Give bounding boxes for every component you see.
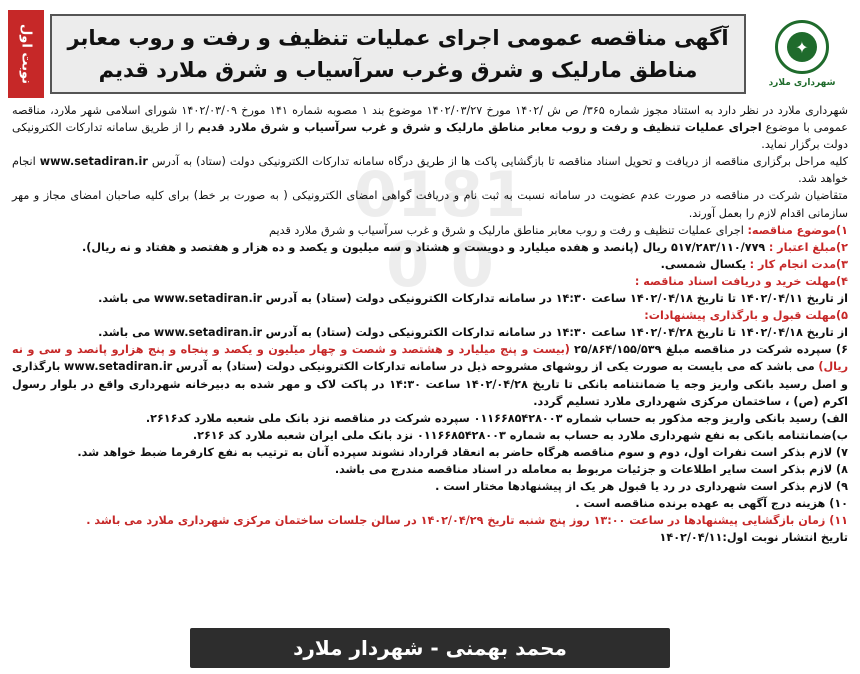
item-11: ۱۱) زمان بازگشایی پیشنهادها در ساعت ۱۳:۰۰ روز پنج شنبه تاریخ ۱۴۰۲/۰۴/۲۹ در سالن جلسات ساختمان مرکزی شهرداری ملارد می باشد .	[86, 514, 848, 528]
item-2: ۲)مبلغ اعتبار : ۵۱۷/۲۸۳/۱۱۰/۷۷۹ ریال (پانصد و هفده میلیارد و دویست و هشتاد و سه میلیون و یکصد و ده هزار و هفتصد و هفتاد و نه ریال).	[81, 240, 848, 254]
item-4: از تاریخ ۱۴۰۲/۰۴/۱۱ تا تاریخ ۱۴۰۲/۰۴/۱۸ ساعت ۱۴:۳۰ در سامانه تدارکات الکترونیکی دولت (ستاد) به آدرس www.setadiran.ir می باشد.	[98, 292, 848, 306]
setad-link[interactable]: www.setadiran.ir	[64, 360, 173, 374]
title-box	[50, 14, 746, 94]
title-line-2: مناطق مارلیک و شرق وغرب سرآسیاب و شرق ملارد قدیم	[98, 58, 698, 82]
item-10: ۱۰) هزینه درج آگهی به عهده برنده مناقصه است .	[575, 497, 848, 511]
signature-bar: محمد بهمنی - شهردار ملارد	[190, 628, 670, 668]
item-7: ۷) لازم بذکر است نفرات اول، دوم و سوم مناقصه هرگاه حاضر به انعقاد قرارداد نشوند سپرده آنان به ترتیب به نفع کارفرما ضبط خواهد شد.	[77, 445, 848, 459]
logo-label: شهرداری ملارد	[768, 78, 836, 88]
item-6: ۶) سپرده شرکت در مناقصه مبلغ ۲۵/۸۶۴/۱۵۵/۵۳۹ (بیست و پنج میلیارد و هشتصد و شصت و چهار میلیون و یکصد و پنجاه و پنج هزارو پانصد و سی و نه ریال) می باشد که می بایست به صورت یکی از روشهای مشروحه ذیل در سامانه تدارکات الکترونیکی دولت (ستاد) به آدرس www.setadiran.ir بارگذاری و اصل رسید بانکی واریز وجه یا ضمانتنامه بانکی تا تاریخ ۱۴۰۲/۰۴/۲۸ ساعت ۱۴:۳۰ در پاکت لاک و مهر شده به دبیرخانه شهرداری واقع در بلوار رسول اکرم (ص) ، ساختمان مرکزی شهرداری ملارد تسلیم گردد.	[12, 343, 849, 408]
notice-body	[12, 102, 848, 546]
item-4-label: ۴)مهلت خرید و دریافت اسناد مناقصه :	[634, 274, 848, 288]
municipality-emblem-icon: ✦	[775, 20, 829, 74]
publish-date: تاریخ انتشار نوبت اول:۱۴۰۲/۰۴/۱۱	[659, 531, 848, 545]
intro-paragraph-2: کلیه مراحل برگزاری مناقصه از دریافت و تحویل اسناد مناقصه تا بازگشایی پاکت ها از طریق درگاه سامانه تدارکات الکترونیکی دولت (ستاد) به آدرس www.setadiran.ir انجام خواهد شد.	[12, 155, 848, 186]
watermark: 0181 0 0	[353, 158, 527, 301]
intro-paragraph-3: متقاضیان شرکت در مناقصه در صورت عدم عضویت در سامانه نسبت به ثبت نام و دریافت گواهی امضای الکترونیکی ( به صورت بر خط) برای کلیه صاحبان امضای مجاز و مهر سازمانی اقدام لازم را بعمل آورند.	[12, 189, 848, 220]
item-5-label: ۵)مهلت قبول و بارگذاری پیشنهادات:	[644, 309, 848, 323]
setad-link[interactable]: www.setadiran.ir	[153, 326, 263, 340]
item-8: ۸) لازم بذکر است سایر اطلاعات و جزئیات مربوط به معامله در اسناد مناقصه مندرج می باشد.	[334, 462, 848, 476]
title-line-1: آگهی مناقصه عمومی اجرای عملیات تنظیف و رفت و روب معابر	[67, 26, 729, 50]
item-3: ۳)مدت انجام کار : یکسال شمسی.	[660, 257, 848, 271]
item-5: از تاریخ ۱۴۰۲/۰۴/۱۸ تا تاریخ ۱۴۰۲/۰۴/۲۸ ساعت ۱۴:۳۰ در سامانه تدارکات الکترونیکی دولت (ستاد) به آدرس www.setadiran.ir می باشد.	[98, 326, 848, 340]
municipality-logo	[752, 10, 852, 98]
item-6-a: الف) رسید بانکی واریز وجه مذکور به حساب شماره ۰۱۱۶۶۸۵۴۲۸۰۰۳ سپرده شرکت در مناقصه نزد بانک ملی شعبه ملارد کد۲۶۱۶.	[145, 411, 848, 425]
item-6-b: ب)ضمانتنامه بانکی به نفع شهرداری ملارد به حساب به شماره ۰۱۱۶۶۸۵۴۲۸۰۰۳ نزد بانک ملی ایران شعبه ملارد کد ۲۶۱۶.	[192, 428, 848, 442]
tender-subject: اجرای عملیات تنظیف و رفت و روب معابر مناطق مارلیک و شرق و غرب سرآسیاب و شرق ملارد قدیم	[197, 121, 762, 135]
notice-header	[8, 10, 852, 98]
setad-link[interactable]: www.setadiran.ir	[39, 155, 148, 169]
item-9: ۹) لازم بذکر است شهرداری در رد یا قبول هر یک از پیشنهادها مختار است .	[435, 480, 848, 494]
item-1: ۱)موضوع مناقصه: اجرای عملیات تنظیف و رفت و روب معابر مناطق مارلیک و شرق و غرب سرآسیاب و شرق ملارد قدیم	[269, 223, 848, 237]
edition-badge: نوبت اول	[8, 10, 44, 98]
setad-link[interactable]: www.setadiran.ir	[153, 292, 263, 306]
intro-paragraph-1: شهرداری ملارد در نظر دارد به استناد مجوز شماره ۳۶۵/ ص ش /۱۴۰۲ مورخ ۱۴۰۲/۰۳/۲۷ موضوع بند ۱ مصوبه شماره ۱۴۱ مورخ ۱۴۰۲/۰۳/۰۹ شورای اسلامی شهر ملارد، مناقصه عمومی با موضوع اجرای عملیات تنظیف و رفت و روب معابر مناطق مارلیک و شرق و غرب سرآسیاب و شرق ملارد قدیم را از طریق سامانه تدارکات الکترونیکی دولت برگزار نماید.	[12, 104, 848, 152]
